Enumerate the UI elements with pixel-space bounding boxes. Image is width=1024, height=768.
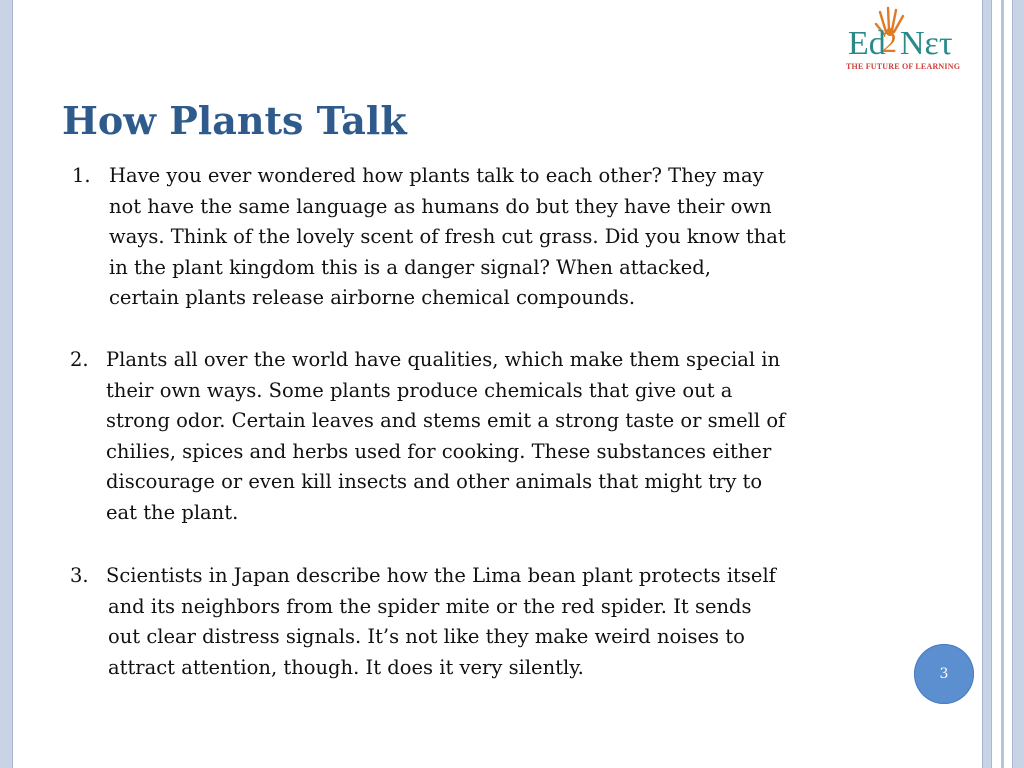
list-item bbox=[70, 561, 776, 683]
svg-text:2: 2 bbox=[882, 26, 897, 59]
svg-text:Ed: Ed bbox=[848, 25, 886, 62]
list-item-line: out clear distress signals. It’s not like they make weird noises to bbox=[108, 625, 745, 648]
list-item-number: 3. bbox=[70, 564, 89, 587]
list-item-line: chilies, spices and herbs used for cooking. These substances either bbox=[106, 439, 772, 463]
list-item-line: their own ways. Some plants produce chemicals that give out a bbox=[106, 378, 733, 402]
list-item bbox=[70, 345, 785, 528]
list-item-line: Plants all over the world have qualities, which make them special in bbox=[106, 348, 781, 371]
logo-tagline: THE FUTURE OF LEARNING bbox=[846, 62, 961, 71]
list-item bbox=[72, 161, 786, 314]
page-title: How Plants Talk bbox=[62, 98, 407, 143]
list-item-line: attract attention, though. It does it very silently. bbox=[108, 655, 584, 679]
list-item-line: Have you ever wondered how plants talk to each other? They may bbox=[109, 164, 764, 187]
list-item-line: in the plant kingdom this is a danger signal? When attacked, bbox=[109, 255, 711, 279]
svg-text:Nετ: Nετ bbox=[900, 25, 953, 62]
list-item-line: certain plants release airborne chemical compounds. bbox=[109, 286, 636, 309]
list-item-line: Scientists in Japan describe how the Lima bean plant protects itself bbox=[106, 564, 776, 587]
page-number-badge bbox=[914, 644, 974, 704]
list-item-line: ways. Think of the lovely scent of fresh cut grass. Did you know that bbox=[109, 225, 786, 248]
list-item-line: not have the same language as humans do but they have their own bbox=[109, 194, 772, 218]
list-item-line: strong odor. Certain leaves and stems emit a strong taste or smell of bbox=[106, 409, 786, 432]
list-item-number: 2. bbox=[70, 348, 89, 371]
list-item-line: discourage or even kill insects and other animals that might try to bbox=[106, 470, 763, 493]
list-item-number: 1. bbox=[72, 164, 91, 187]
page-number: 3 bbox=[939, 666, 949, 682]
list-item-line: eat the plant. bbox=[106, 500, 239, 524]
list-item-line: and its neighbors from the spider mite or the red spider. It sends bbox=[108, 594, 752, 618]
